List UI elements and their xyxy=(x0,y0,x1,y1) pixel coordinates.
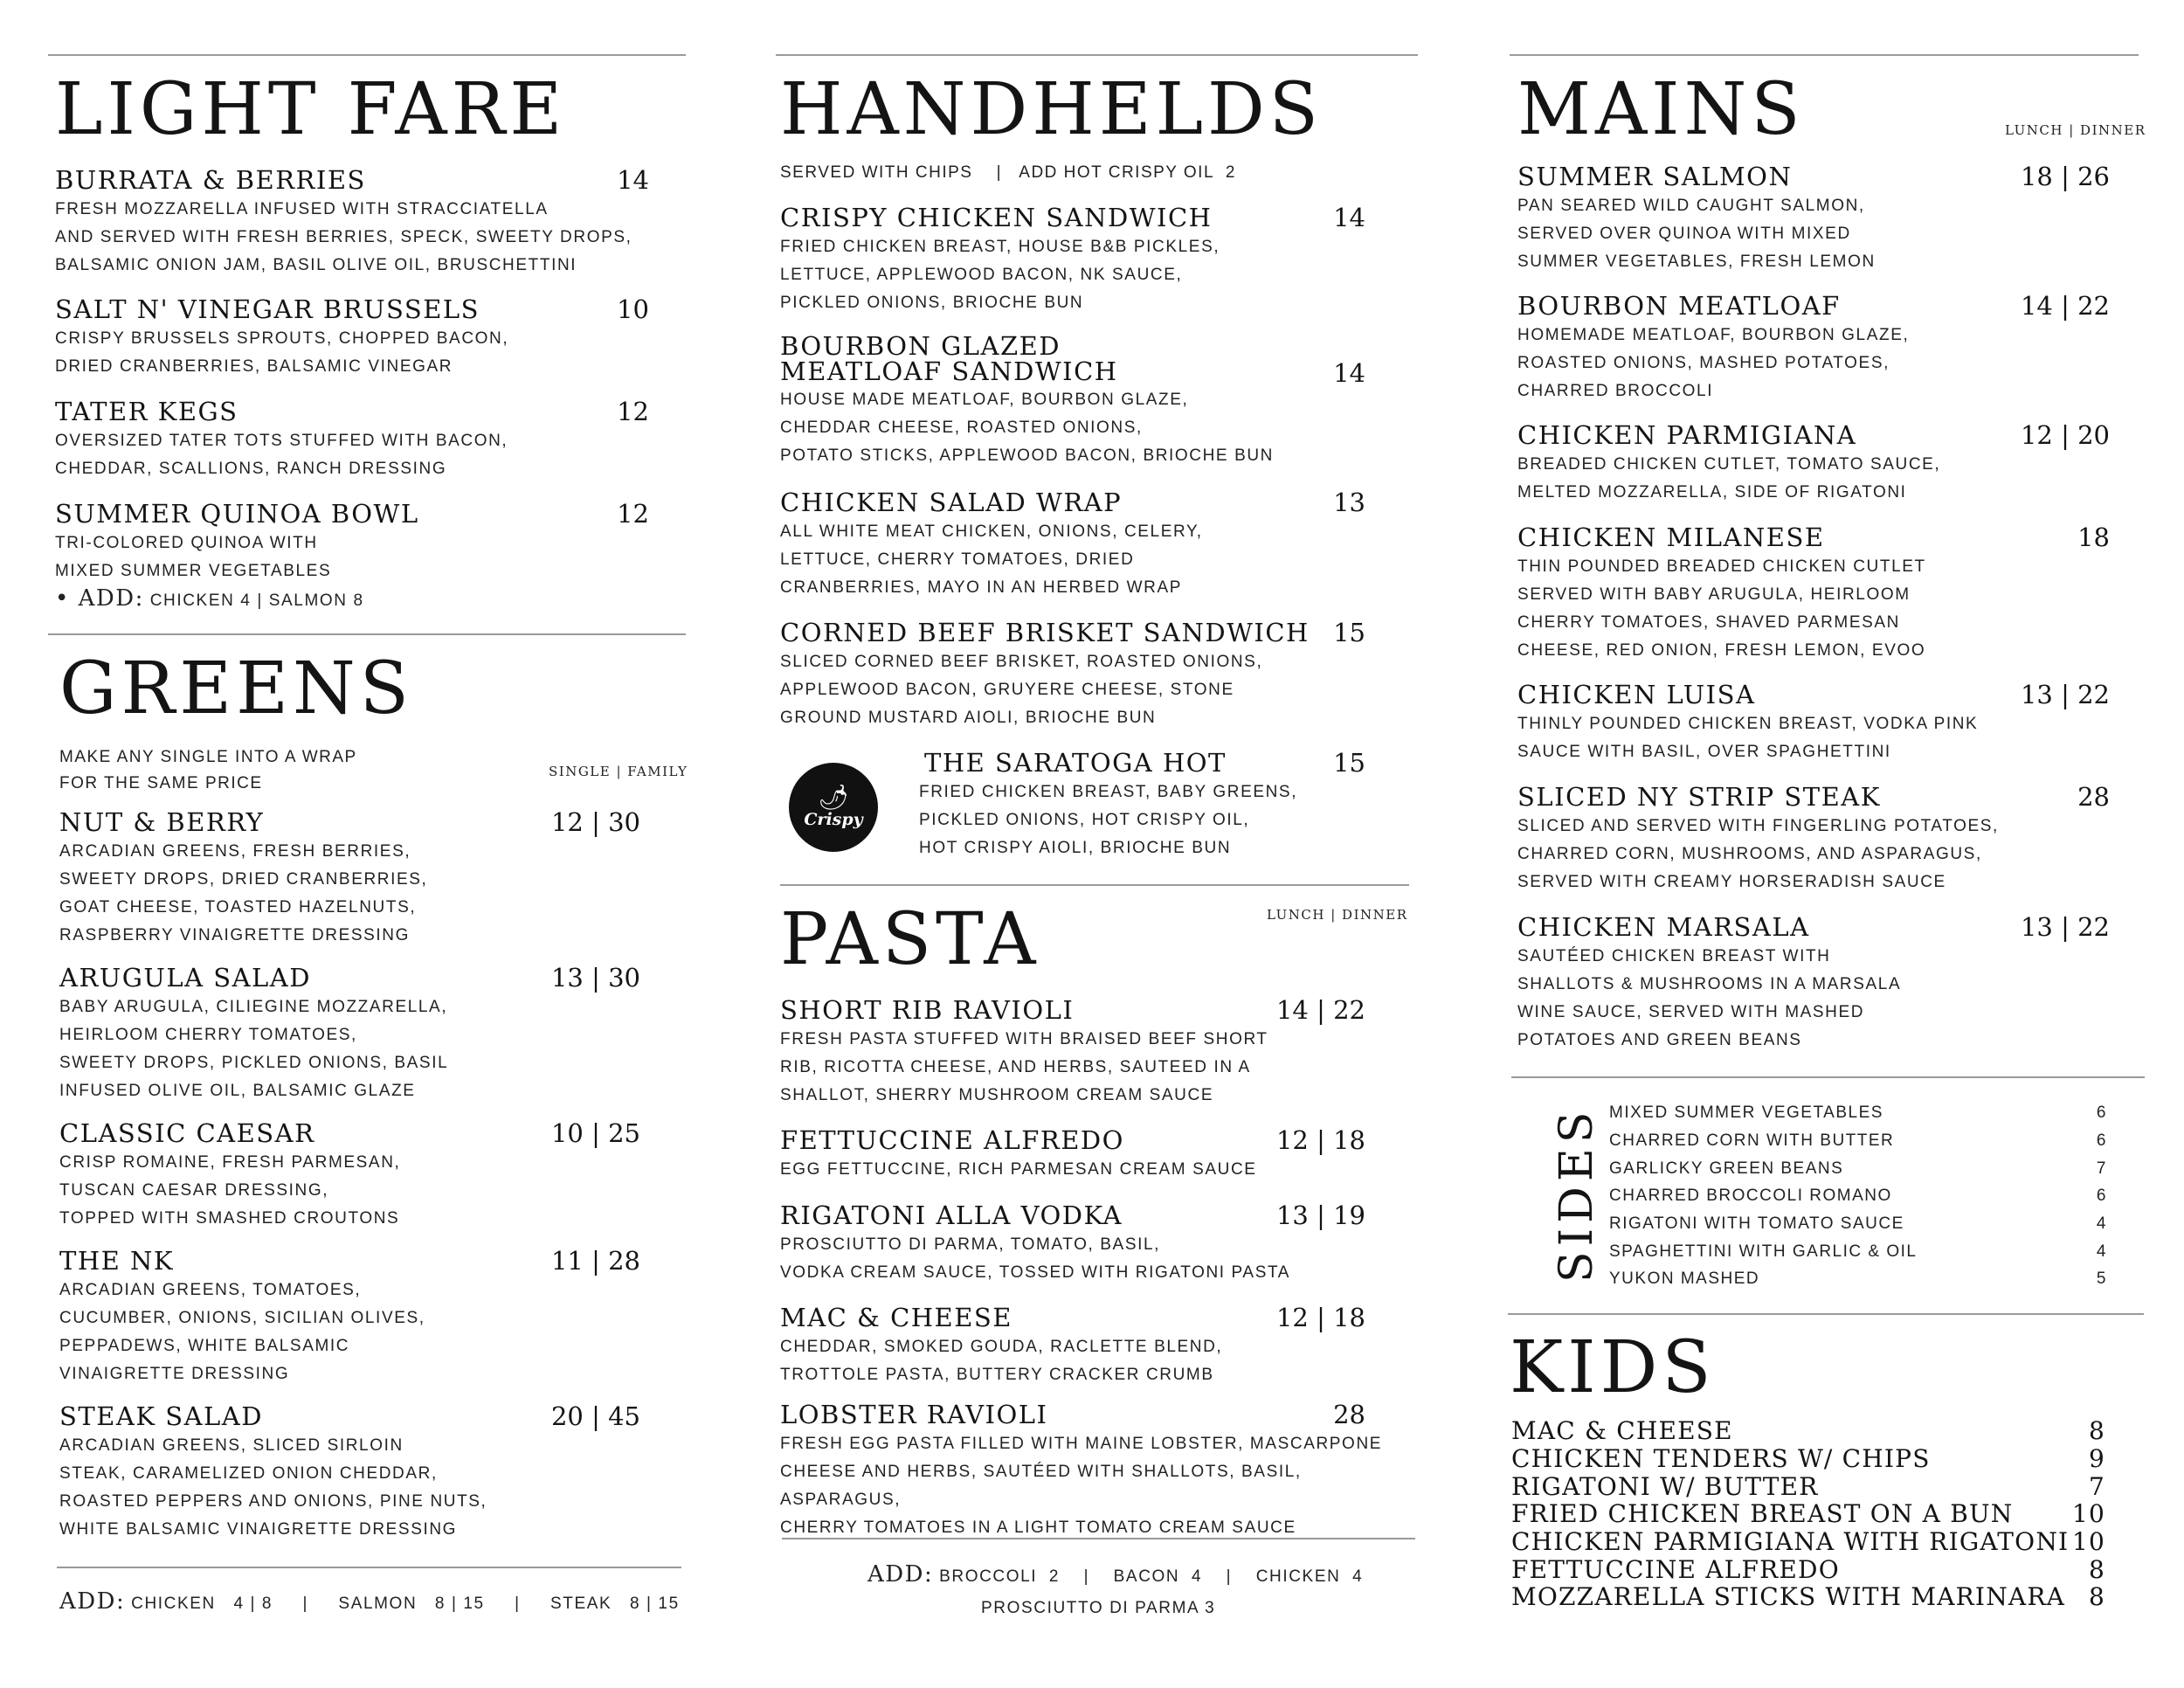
menu-item xyxy=(780,488,1365,602)
item-description: HOMEMADE MEATLOAF, BOURBON GLAZE, ROASTED ONIONS, MASHED POTATOES, CHARRED BROCCOLI xyxy=(1517,326,1910,400)
side-item xyxy=(1609,1127,2107,1155)
menu-item xyxy=(1517,783,2110,896)
size-label: LUNCH | DINNER xyxy=(1267,907,1408,923)
menu-item xyxy=(1517,163,2110,276)
wrap-note: MAKE ANY SINGLE INTO A WRAP FOR THE SAME PRICE xyxy=(59,748,357,792)
add-prefix: ADD: xyxy=(59,1588,126,1615)
item-name: CHICKEN MARSALA xyxy=(1517,912,1810,942)
item-name: RIGATONI ALLA VODKA xyxy=(780,1200,1123,1230)
item-name: CRISPY CHICKEN SANDWICH xyxy=(780,203,1213,232)
menu-item xyxy=(55,500,649,585)
item-name: SUMMER QUINOA BOWL xyxy=(55,499,419,529)
item-name: RIGATONI W/ BUTTER xyxy=(1511,1472,1819,1501)
item-price: 14 xyxy=(1333,358,1365,388)
divider xyxy=(1508,1313,2144,1315)
item-name: RIGATONI WITH TOMATO SAUCE xyxy=(1609,1214,1904,1233)
item-price: 14 xyxy=(1333,203,1365,232)
item-description: FRIED CHICKEN BREAST, HOUSE B&B PICKLES, LETTUCE, APPLEWOOD BACON, NK SAUCE, PICKLED ONIONS, BRIOCHE BUN xyxy=(780,238,1220,312)
side-item xyxy=(1609,1210,2107,1238)
menu-item xyxy=(1517,523,2110,665)
menu-item xyxy=(780,1126,1365,1184)
item-price: 12 | 18 xyxy=(1275,1303,1365,1332)
item-name: THE NK xyxy=(59,1246,175,1276)
item-name: SUMMER SALMON xyxy=(1517,162,1793,191)
menu-item xyxy=(1517,421,2110,507)
item-description: SLICED CORNED BEEF BRISKET, ROASTED ONIONS, APPLEWOOD BACON, GRUYERE CHEESE, STONE GROUND MUSTARD AIOLI, BRIOCHE BUN xyxy=(780,653,1263,727)
add-prefix: ADD: xyxy=(867,1561,934,1588)
menu-item xyxy=(59,1402,640,1544)
section-title-sides: SIDES xyxy=(1551,1106,1603,1283)
item-price: 13 | 19 xyxy=(1275,1200,1365,1230)
divider xyxy=(782,1538,1415,1539)
side-item xyxy=(1609,1182,2107,1210)
item-name: CHARRED CORN WITH BUTTER xyxy=(1609,1131,1895,1150)
item-name: CHICKEN PARMIGIANA WITH RIGATONI xyxy=(1511,1527,2070,1556)
item-description: THINLY POUNDED CHICKEN BREAST, VODKA PINK SAUCE WITH BASIL, OVER SPAGHETTINI xyxy=(1517,715,1979,761)
item-price: 5 xyxy=(2096,1269,2107,1288)
item-name: SHORT RIB RAVIOLI xyxy=(780,995,1075,1025)
item-description: CRISP ROMAINE, FRESH PARMESAN, TUSCAN CAESAR DRESSING, TOPPED WITH SMASHED CROUTONS xyxy=(59,1153,401,1228)
item-price: 8 xyxy=(2088,1582,2105,1611)
item-price: 12 | 30 xyxy=(550,807,640,837)
item-price: 7 xyxy=(2088,1472,2105,1501)
kids-item xyxy=(1511,1528,2105,1556)
item-description: BABY ARUGULA, CILIEGINE MOZZARELLA, HEIRLOOM CHERRY TOMATOES, SWEETY DROPS, PICKLED ONIONS, BASIL INFUSED OLIVE OIL, BALSAMIC GLAZE xyxy=(59,998,449,1100)
item-price: 18 | 26 xyxy=(2020,162,2110,191)
menu-item xyxy=(59,1247,640,1388)
menu-item xyxy=(59,964,640,1105)
item-name: TATER KEGS xyxy=(55,397,238,426)
item-price: 9 xyxy=(2088,1444,2105,1473)
menu-item xyxy=(780,1400,1383,1542)
item-price: 10 xyxy=(2071,1527,2105,1556)
item-name: MAC & CHEESE xyxy=(780,1303,1013,1332)
side-item xyxy=(1609,1265,2107,1293)
size-label: SINGLE | FAMILY xyxy=(549,764,688,779)
section-title-handhelds: HANDHELDS xyxy=(780,68,1323,151)
item-price: 11 | 28 xyxy=(550,1246,640,1276)
item-price: 12 xyxy=(617,397,649,426)
item-name: MIXED SUMMER VEGETABLES xyxy=(1609,1103,1883,1122)
item-name: CHICKEN SALAD WRAP xyxy=(780,488,1123,517)
hot-crispy-oil-logo xyxy=(789,763,878,852)
item-name: CORNED BEEF BRISKET SANDWICH xyxy=(780,618,1310,647)
item-name: SLICED NY STRIP STEAK xyxy=(1517,782,1881,812)
menu-item xyxy=(59,808,640,950)
section-title-greens: GREENS xyxy=(59,647,413,730)
item-price: 28 xyxy=(2077,782,2110,812)
item-price: 13 | 22 xyxy=(2020,680,2110,709)
divider xyxy=(780,884,1409,886)
item-price: 14 xyxy=(617,165,649,195)
item-price: 13 | 30 xyxy=(550,963,640,993)
item-description: FRESH EGG PASTA FILLED WITH MAINE LOBSTER, MASCARPONE CHEESE AND HERBS, SAUTÉED WITH SHALLOTS, BASIL, ASPARAGUS, CHERRY TOMATOES IN A LIGHT TOMATO CREAM SAUCE xyxy=(780,1435,1383,1537)
item-description: THIN POUNDED BREADED CHICKEN CUTLET SERVED WITH BABY ARUGULA, HEIRLOOM CHERRY TOMATOES, SHAVED PARMESAN CHEESE, RED ONION, FRESH LEMON, EVOO xyxy=(1517,557,1926,660)
item-price: 10 xyxy=(617,294,649,324)
menu-item xyxy=(780,1304,1365,1389)
add-prefix: • ADD: xyxy=(55,585,144,612)
kids-item xyxy=(1511,1417,2105,1445)
menu-item xyxy=(55,398,649,483)
menu-item xyxy=(780,996,1365,1110)
item-name: FETTUCCINE ALFREDO xyxy=(780,1125,1124,1155)
section-title-pasta: PASTA xyxy=(780,898,1040,981)
add-options: CHICKEN 4 | SALMON 8 xyxy=(149,591,364,610)
kids-item xyxy=(1511,1500,2105,1528)
menu-item xyxy=(1517,292,2110,405)
item-description: SLICED AND SERVED WITH FINGERLING POTATOES, CHARRED CORN, MUSHROOMS, AND ASPARAGUS, SERVED WITH CREAMY HORSERADISH SAUCE xyxy=(1517,817,1999,891)
item-price: 6 xyxy=(2096,1186,2107,1205)
item-name: CHARRED BROCCOLI ROMANO xyxy=(1609,1186,1892,1205)
add-options: PROSCIUTTO DI PARMA 3 xyxy=(981,1599,1216,1617)
item-description: CHEDDAR, SMOKED GOUDA, RACLETTE BLEND, TROTTOLE PASTA, BUTTERY CRACKER CRUMB xyxy=(780,1338,1223,1384)
item-price: 8 xyxy=(2088,1555,2105,1584)
item-name: SPAGHETTINI WITH GARLIC & OIL xyxy=(1609,1242,1918,1261)
menu-item xyxy=(780,331,1365,470)
item-price: 14 | 22 xyxy=(2020,291,2110,321)
item-price: 4 xyxy=(2096,1214,2107,1233)
menu-item xyxy=(780,1201,1365,1287)
item-price: 13 | 22 xyxy=(2020,912,2110,942)
item-name: BURRATA & BERRIES xyxy=(55,165,366,195)
kids-item xyxy=(1511,1556,2105,1584)
item-description: PAN SEARED WILD CAUGHT SALMON, SERVED OVER QUINOA WITH MIXED SUMMER VEGETABLES, FRESH LEMON xyxy=(1517,197,1876,271)
item-name: CHICKEN MILANESE xyxy=(1517,522,1825,552)
add-options: BROCCOLI 2 | BACON 4 | CHICKEN 4 xyxy=(939,1567,1364,1586)
handhelds-note: SERVED WITH CHIPS | ADD HOT CRISPY OIL 2 xyxy=(780,163,1236,182)
menu-item xyxy=(780,204,1365,317)
item-price: 12 xyxy=(617,499,649,529)
menu-item xyxy=(55,295,649,381)
item-name: SALT N' VINEGAR BRUSSELS xyxy=(55,294,480,324)
item-name: CLASSIC CAESAR xyxy=(59,1118,315,1148)
item-price: 12 | 20 xyxy=(2020,420,2110,450)
item-name: LOBSTER RAVIOLI xyxy=(780,1400,1048,1429)
logo-text: Crispy xyxy=(804,810,863,829)
item-name: YUKON MASHED xyxy=(1609,1269,1760,1288)
item-name: MAC & CHEESE xyxy=(1511,1416,1733,1445)
item-name: BOURBON GLAZED MEATLOAF SANDWICH xyxy=(780,331,1118,386)
item-description: FRESH PASTA STUFFED WITH BRAISED BEEF SHORT RIB, RICOTTA CHEESE, AND HERBS, SAUTEED IN A SHALLOT, SHERRY MUSHROOM CREAM SAUCE xyxy=(780,1030,1268,1104)
item-name: BOURBON MEATLOAF xyxy=(1517,291,1841,321)
item-name: CHICKEN TENDERS W/ CHIPS xyxy=(1511,1444,1931,1473)
chili-pepper-icon: 🌶 xyxy=(818,784,849,811)
item-price: 20 | 45 xyxy=(550,1401,640,1431)
item-name: FRIED CHICKEN BREAST ON A BUN xyxy=(1511,1499,2014,1528)
add-on-line-2 xyxy=(981,1599,1215,1618)
divider xyxy=(776,54,1418,56)
section-title-light-fare: LIGHT FARE xyxy=(55,68,567,151)
item-name: MOZZARELLA STICKS WITH MARINARA xyxy=(1511,1582,2066,1611)
item-price: 28 xyxy=(1333,1400,1365,1429)
add-on-line xyxy=(867,1561,1363,1588)
item-price: 15 xyxy=(1333,618,1365,647)
item-price: 8 xyxy=(2088,1416,2105,1445)
divider xyxy=(57,1567,681,1568)
item-name: CHICKEN PARMIGIANA xyxy=(1517,420,1857,450)
item-price: 10 xyxy=(2071,1499,2105,1528)
item-description: EGG FETTUCCINE, RICH PARMESAN CREAM SAUCE xyxy=(780,1160,1257,1179)
item-description: SAUTÉED CHICKEN BREAST WITH SHALLOTS & MUSHROOMS IN A MARSALA WINE SAUCE, SERVED WITH MASHED POTATOES AND GREEN BEANS xyxy=(1517,947,1902,1049)
item-name: GARLICKY GREEN BEANS xyxy=(1609,1159,1844,1178)
divider xyxy=(48,54,686,56)
item-price: 4 xyxy=(2096,1242,2107,1261)
item-price: 12 | 18 xyxy=(1275,1125,1365,1155)
side-item xyxy=(1609,1099,2107,1127)
divider xyxy=(1510,54,2139,56)
item-description: ARCADIAN GREENS, TOMATOES, CUCUMBER, ONIONS, SICILIAN OLIVES, PEPPADEWS, WHITE BALSAMIC VINAIGRETTE DRESSING xyxy=(59,1281,425,1383)
item-description: FRESH MOZZARELLA INFUSED WITH STRACCIATELLA AND SERVED WITH FRESH BERRIES, SPECK, SWEETY DROPS, BALSAMIC ONION JAM, BASIL OLIVE OIL, BRUSCHETTINI xyxy=(55,200,632,274)
item-name: STEAK SALAD xyxy=(59,1401,263,1431)
side-item xyxy=(1609,1238,2107,1266)
item-description: HOUSE MADE MEATLOAF, BOURBON GLAZE, CHEDDAR CHEESE, ROASTED ONIONS, POTATO STICKS, APPLEWOOD BACON, BRIOCHE BUN xyxy=(780,391,1274,465)
item-name: CHICKEN LUISA xyxy=(1517,680,1756,709)
item-name: NUT & BERRY xyxy=(59,807,265,837)
item-description: OVERSIZED TATER TOTS STUFFED WITH BACON, CHEDDAR, SCALLIONS, RANCH DRESSING xyxy=(55,432,508,478)
divider xyxy=(1511,1076,2145,1078)
menu-item xyxy=(1517,913,2110,1055)
item-price: 6 xyxy=(2096,1131,2107,1150)
kids-item xyxy=(1511,1473,2105,1501)
item-price: 7 xyxy=(2096,1159,2107,1178)
item-description: TRI-COLORED QUINOA WITH MIXED SUMMER VEGETABLES xyxy=(55,534,332,580)
menu-item xyxy=(780,619,1365,732)
kids-item xyxy=(1511,1583,2105,1611)
add-on-line xyxy=(55,585,364,612)
item-description: ARCADIAN GREENS, SLICED SIRLOIN STEAK, CARAMELIZED ONION CHEDDAR, ROASTED PEPPERS AND ONIONS, PINE NUTS, WHITE BALSAMIC VINAIGRETTE DRESSING xyxy=(59,1436,487,1539)
item-description: FRIED CHICKEN BREAST, BABY GREENS, PICKLED ONIONS, HOT CRISPY OIL, HOT CRISPY AIOLI, BRIOCHE BUN xyxy=(919,783,1298,857)
item-name: FETTUCCINE ALFREDO xyxy=(1511,1555,1840,1584)
item-price: 14 | 22 xyxy=(1275,995,1365,1025)
menu-item xyxy=(919,749,1365,862)
item-name: ARUGULA SALAD xyxy=(59,963,312,993)
section-title-mains: MAINS xyxy=(1517,68,1805,151)
add-on-line xyxy=(59,1588,680,1615)
kids-item xyxy=(1511,1445,2105,1473)
item-name: THE SARATOGA HOT xyxy=(924,748,1227,778)
menu-item xyxy=(59,1119,640,1233)
section-title-kids: KIDS xyxy=(1510,1326,1716,1409)
item-price: 15 xyxy=(1333,748,1365,778)
item-description: CRISPY BRUSSELS SPROUTS, CHOPPED BACON, DRIED CRANBERRIES, BALSAMIC VINEGAR xyxy=(55,329,509,376)
item-price: 10 | 25 xyxy=(550,1118,640,1148)
menu-item xyxy=(1517,681,2110,766)
item-description: ALL WHITE MEAT CHICKEN, ONIONS, CELERY, LETTUCE, CHERRY TOMATOES, DRIED CRANBERRIES, MAYO IN AN HERBED WRAP xyxy=(780,522,1203,597)
item-description: PROSCIUTTO DI PARMA, TOMATO, BASIL, VODKA CREAM SAUCE, TOSSED WITH RIGATONI PASTA xyxy=(780,1235,1291,1282)
item-price: 13 xyxy=(1333,488,1365,517)
item-price: 18 xyxy=(2077,522,2110,552)
add-options: CHICKEN 4 | 8 | SALMON 8 | 15 | STEAK 8 | 15 xyxy=(131,1595,680,1613)
divider xyxy=(48,633,686,635)
size-label: LUNCH | DINNER xyxy=(2005,122,2146,138)
item-price: 6 xyxy=(2096,1103,2107,1122)
menu-item xyxy=(55,166,649,280)
side-item xyxy=(1609,1155,2107,1183)
item-description: ARCADIAN GREENS, FRESH BERRIES, SWEETY DROPS, DRIED CRANBERRIES, GOAT CHEESE, TOASTED HAZELNUTS, RASPBERRY VINAIGRETTE DRESSING xyxy=(59,842,428,944)
item-description: BREADED CHICKEN CUTLET, TOMATO SAUCE, MELTED MOZZARELLA, SIDE OF RIGATONI xyxy=(1517,455,1941,502)
